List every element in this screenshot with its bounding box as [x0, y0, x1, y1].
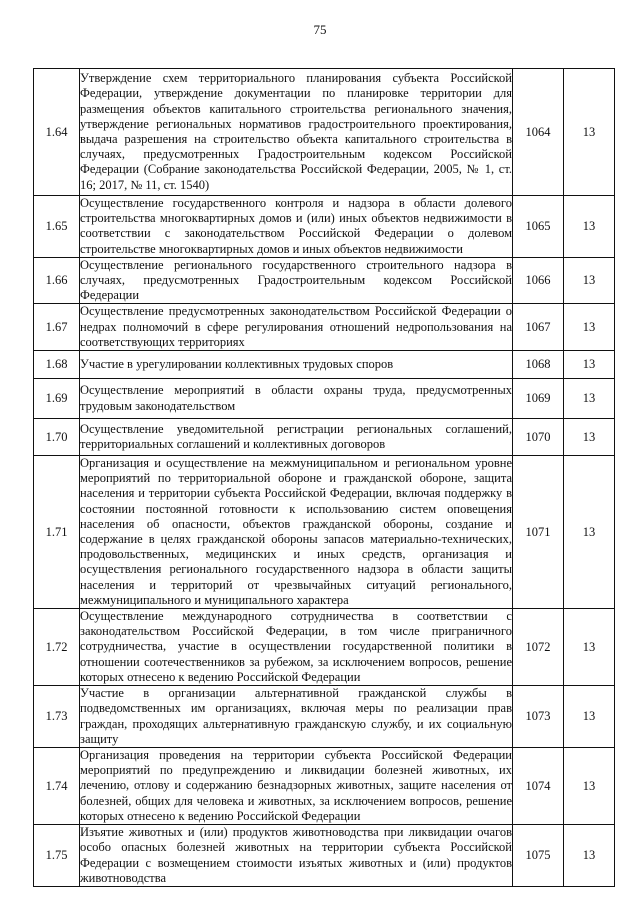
row-value: 13	[564, 419, 615, 456]
row-number: 1.72	[34, 609, 80, 686]
row-value: 13	[564, 257, 615, 304]
row-value: 13	[564, 609, 615, 686]
row-description: Осуществление государственного контроля и надзора в области долевого строительства многоквартирных домов и (или) иных объектов недвижимости в соответствии с законодательством Российской Федерации о долевом строительстве многоквартирных домов и иных объектов недвижимости	[80, 196, 512, 256]
row-number: 1.69	[34, 379, 80, 419]
table-row	[34, 257, 615, 304]
row-value: 13	[564, 456, 615, 609]
row-code: 1067	[513, 304, 564, 351]
row-number: 1.74	[34, 748, 80, 825]
row-number: 1.68	[34, 351, 80, 379]
table-row	[34, 304, 615, 351]
row-number: 1.67	[34, 304, 80, 351]
row-number: 1.73	[34, 686, 80, 748]
row-value: 13	[564, 748, 615, 825]
row-value: 13	[564, 69, 615, 196]
row-description: Осуществление мероприятий в области охраны труда, предусмотренных трудовым законодательством	[80, 379, 513, 419]
row-code: 1069	[513, 379, 564, 419]
table-row	[34, 609, 615, 686]
table-row	[34, 379, 615, 419]
row-description: Осуществление регионального государственного строительного надзора в случаях, предусмотренных Градостроительным кодексом Российской Федерации	[80, 257, 512, 303]
table-row	[34, 686, 615, 748]
table-row	[34, 196, 615, 258]
row-value: 13	[564, 686, 615, 748]
row-value: 13	[564, 379, 615, 419]
row-code: 1071	[513, 456, 564, 609]
row-number: 1.75	[34, 825, 80, 887]
row-value: 13	[564, 304, 615, 351]
row-description: Организация проведения на территории субъекта Российской Федерации мероприятий по предупреждению и ликвидации болезней животных, их лечению, отлову и содержанию безнадзорных животных, защите населения от болезней, общих для человека и животных, за исключением вопросов, решение которых отнесено к ведению Российской Федерации	[80, 748, 512, 823]
row-description: Осуществление международного сотрудничества в соответствии с законодательством Российской Федерации, в том числе приграничного сотрудничества, участие в осуществлении государственной политики в отношении соотечественников за рубежом, за исключением вопросов, решение которых отнесено к ведению Российской Федерации	[80, 609, 512, 684]
row-value: 13	[564, 196, 615, 258]
row-number: 1.65	[34, 196, 80, 258]
row-number: 1.64	[34, 69, 80, 196]
row-description: Осуществление предусмотренных законодательством Российской Федерации о недрах полномочий в сфере регулирования отношений недропользования на соответствующих территориях	[80, 304, 512, 349]
row-code: 1074	[513, 748, 564, 825]
row-code: 1070	[513, 419, 564, 456]
row-code: 1072	[513, 609, 564, 686]
row-value: 13	[564, 825, 615, 887]
row-number: 1.70	[34, 419, 80, 456]
table-row	[34, 69, 615, 196]
row-code: 1065	[513, 196, 564, 258]
row-code: 1073	[513, 686, 564, 748]
row-code: 1064	[513, 69, 564, 196]
row-number: 1.71	[34, 456, 80, 609]
table-row	[34, 351, 615, 379]
row-description: Изъятие животных и (или) продуктов животноводства при ликвидации очагов особо опасных болезней животных на территории субъекта Российской Федерации с возмещением стоимости изъятых животных и (или) продуктов животноводства	[80, 825, 512, 885]
row-number: 1.66	[34, 257, 80, 304]
row-code: 1066	[513, 257, 564, 304]
row-code: 1068	[513, 351, 564, 379]
row-description: Осуществление уведомительной регистрации региональных соглашений, территориальных соглашений и коллективных договоров	[80, 419, 513, 456]
row-code: 1075	[513, 825, 564, 887]
page-number: 75	[313, 22, 327, 37]
row-description: Организация и осуществление на межмуниципальном и региональном уровне мероприятий по территориальной обороне и гражданской обороне, защита населения и территории субъекта Российской Федерации, включая поддержку в состоянии постоянной готовности к использованию систем оповещения населения об опасности, объектов гражданской обороны, создание и содержание в целях гражданской обороны запасов материально-технических, продовольственных, медицинских и иных средств, организация и осуществления регионального государственного надзора в области защиты населения и территорий от чрезвычайных ситуаций регионального, межмуниципального и муниципального характера	[80, 456, 512, 607]
row-description: Участие в организации альтернативной гражданской службы в подведомственных им организациях, включая меры по реализации прав граждан, проходящих альтернативную гражданскую службу, и их социальную защиту	[80, 686, 512, 746]
table-row	[34, 419, 615, 456]
powers-table	[33, 68, 615, 887]
row-description: Утверждение схем территориального планирования субъекта Российской Федерации, утверждение документации по планировке территории для размещения объектов капитального строительства регионального значения, утверждение региональных нормативов градостроительного проектирования, выдача разрешения на строительство объекта капитального строительства в случаях, предусмотренных Градостроительным кодексом Российской Федерации (Собрание законодательства Российской Федерации, 2005, № 1, ст. 16; 2017, № 11, ст. 1540)	[80, 69, 513, 196]
table-row	[34, 748, 615, 825]
row-value: 13	[564, 351, 615, 379]
table-row	[34, 456, 615, 609]
table-row	[34, 825, 615, 887]
row-description: Участие в урегулировании коллективных трудовых споров	[80, 351, 513, 379]
